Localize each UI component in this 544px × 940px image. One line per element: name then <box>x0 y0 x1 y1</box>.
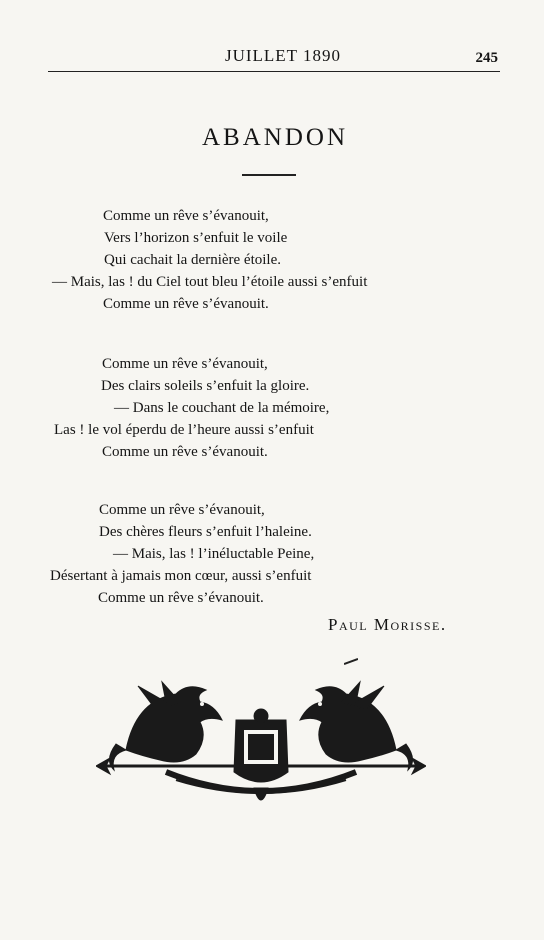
page-number: 245 <box>475 50 498 66</box>
verse-line: — Mais, las ! du Ciel tout bleu l’étoile aussi s’enfuit <box>52 274 368 290</box>
dragons-tailpiece-icon <box>96 680 426 815</box>
verse-line: Comme un rêve s’évanouit, <box>102 356 268 372</box>
verse-line: Des chères fleurs s’enfuit l’haleine. <box>99 524 312 540</box>
verse-line: — Mais, las ! l’inéluctable Peine, <box>113 546 315 562</box>
verse-line: Comme un rêve s’évanouit, <box>103 208 269 224</box>
verse-line: Désertant à jamais mon cœur, aussi s’enfuit <box>50 568 312 584</box>
running-header <box>48 46 500 74</box>
stray-mark <box>344 658 358 666</box>
verse-line: — Dans le couchant de la mémoire, <box>114 400 330 416</box>
verse-line: Qui cachait la dernière étoile. <box>104 252 281 268</box>
verse-line: Comme un rêve s’évanouit. <box>103 296 269 312</box>
header-rule <box>48 71 500 72</box>
title-rule <box>242 174 296 176</box>
verse-line: Comme un rêve s’évanouit. <box>98 590 264 606</box>
verse-line: Vers l’horizon s’enfuit le voile <box>104 230 288 246</box>
poem-title: ABANDON <box>202 124 348 151</box>
verse-line: Las ! le vol éperdu de l’heure aussi s’enfuit <box>54 422 314 438</box>
verse-line: Comme un rêve s’évanouit. <box>102 444 268 460</box>
verse-line: Comme un rêve s’évanouit, <box>99 502 265 518</box>
running-title: JUILLET 1890 <box>224 46 342 65</box>
author-signature: Paul Morisse. <box>328 615 447 634</box>
verse-line: Des clairs soleils s’enfuit la gloire. <box>101 378 310 394</box>
